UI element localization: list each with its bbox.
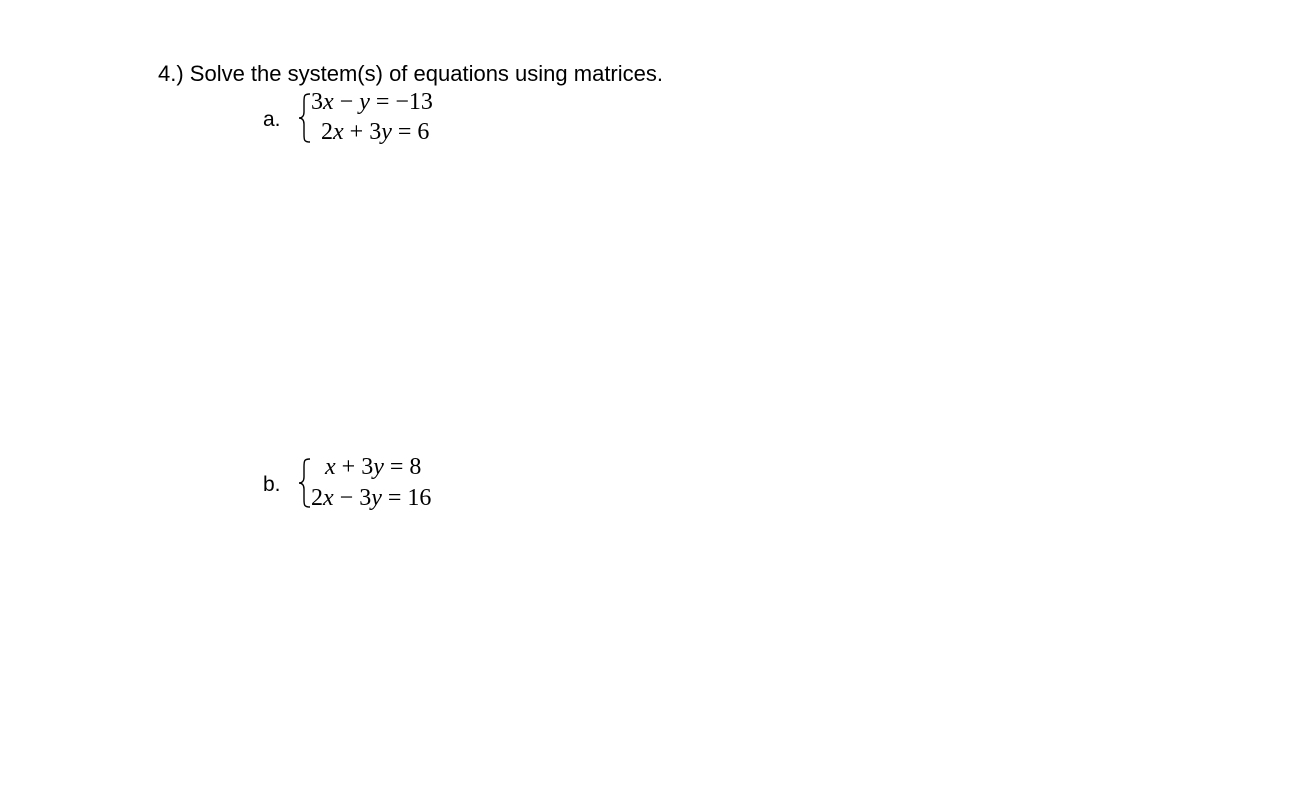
equation-b2: 2x − 3y = 16 — [311, 485, 432, 511]
equation-b1: x + 3y = 8 — [325, 454, 422, 480]
left-brace-icon — [298, 457, 312, 509]
part-a-label: a. — [263, 108, 281, 131]
left-brace-icon — [298, 92, 312, 144]
part-b-label: b. — [263, 473, 281, 496]
problem-title: 4.) Solve the system(s) of equations using matrices. — [158, 61, 663, 86]
equation-a1: 3x − y = −13 — [311, 89, 433, 115]
equation-a2: 2x + 3y = 6 — [321, 119, 430, 145]
